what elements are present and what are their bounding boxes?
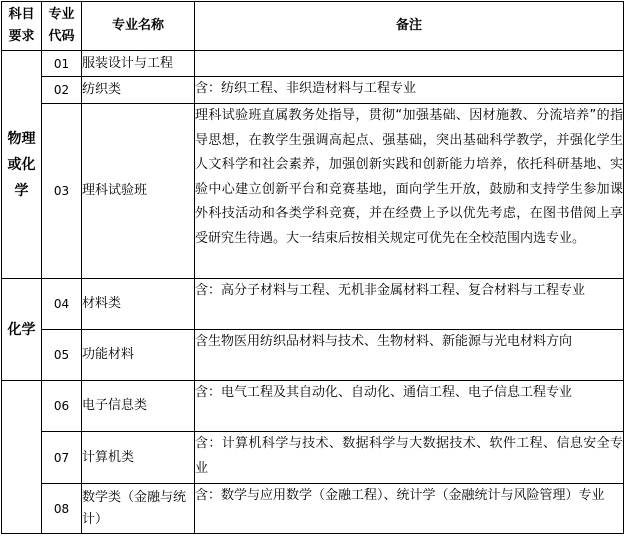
major-code: 06 (42, 381, 82, 432)
major-name: 服装设计与工程 (82, 51, 195, 77)
major-name: 功能材料 (82, 330, 195, 381)
major-name: 数学类（金融与统计） (82, 484, 195, 534)
major-code: 04 (42, 279, 82, 330)
major-name: 计算机类 (82, 432, 195, 484)
table-row (2, 279, 624, 330)
major-note (195, 51, 624, 77)
table-row (2, 330, 624, 381)
major-note: 含生物医用纺织品材料与技术、生物材料、新能源与光电材料方向 (195, 330, 624, 381)
header-subject: 科目 要求 (2, 2, 42, 51)
header-name: 专业名称 (82, 2, 195, 51)
major-name: 纺织类 (82, 77, 195, 104)
subject-requirement: 化学 (2, 279, 42, 381)
major-code: 05 (42, 330, 82, 381)
table-row (2, 51, 624, 77)
major-note: 含：电气工程及其自动化、自动化、通信工程、电子信息工程专业 (195, 381, 624, 432)
header-row (2, 2, 624, 51)
major-code: 08 (42, 484, 82, 534)
major-code: 02 (42, 77, 82, 104)
subject-requirement: 物理 或化 学 (2, 51, 42, 279)
table-row (2, 432, 624, 484)
major-code: 07 (42, 432, 82, 484)
table-row (2, 77, 624, 104)
table-row (2, 104, 624, 279)
table-row (2, 381, 624, 432)
major-code: 03 (42, 104, 82, 279)
major-note: 含：纺织工程、非织造材料与工程专业 (195, 77, 624, 104)
major-name: 材料类 (82, 279, 195, 330)
subject-requirement (2, 381, 42, 534)
major-note: 含：高分子材料与工程、无机非金属材料工程、复合材料与工程专业 (195, 279, 624, 330)
major-note: 含：计算机科学与技术、数据科学与大数据技术、软件工程、信息安全专业 (195, 432, 624, 484)
major-name: 电子信息类 (82, 381, 195, 432)
majors-table (1, 1, 624, 534)
header-note: 备注 (195, 2, 624, 51)
table-row (2, 484, 624, 534)
major-name: 理科试验班 (82, 104, 195, 279)
major-code: 01 (42, 51, 82, 77)
header-code: 专业 代码 (42, 2, 82, 51)
major-note: 含：数学与应用数学（金融工程）、统计学（金融统计与风险管理）专业 (195, 484, 624, 534)
major-note: 理科试验班直属教务处指导，贯彻“加强基础、因材施教、分流培养”的指导思想，在教学生强调高起点、强基础，突出基础科学教学，并强化学生人文科学和社会素养，加强创新实践和创新能力培养，依托科研基地、实验中心建立创新平台和竞赛基地，面向学生开放，鼓励和支持学生参加课外科技活动和各类学科竞赛，并在经费上予以优先考虑，在图书借阅上享受研究生待遇。大一结束后按相关规定可优先在全校范围内选专业。 (195, 104, 624, 279)
